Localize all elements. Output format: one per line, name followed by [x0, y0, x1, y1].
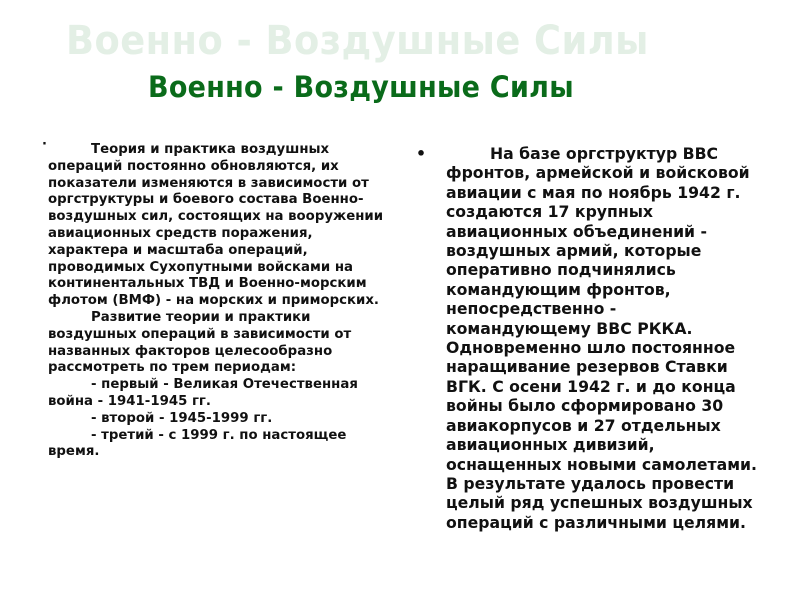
left-column: [42, 137, 388, 461]
period-1: - первый - Великая Отечественная война - 1941-1945 гг.: [48, 377, 358, 409]
left-paragraph-1: Теория и практика воздушных операций постоянно обновляются, их показатели изменяются в зависимости от оргструктуры и боевого состава Военно-воздушных сил, состоящих на вооружении авиационных средств поражения, характера и масштаба операций, проводимых Сухопутными войсками на континентальных ТВД и Военно-морским флотом (ВМФ) - на морских и приморских.: [48, 142, 384, 309]
title-shadow: Военно - Воздушные Силы: [66, 18, 649, 64]
right-bullet: •: [416, 144, 427, 163]
slide-title: Военно - Воздушные Силы: [148, 70, 574, 104]
right-paragraph: На базе оргструктур ВВС фронтов, армейской и войсковой авиации с мая по ноябрь 1942 г. создаются 17 крупных авиационных объединений - воздушных армий, которые оперативно подчинялись командующим фронтов, непосредственно - командующему ВВС РККА. Одновременно шло постоянное наращивание резервов Ставки ВГК. С осени 1942 г. и до конца войны было сформировано 30 авиакорпусов и 27 отдельных авиационных дивизий, оснащенных новыми самолетами. В результате удалось провести целый ряд успешных воздушных операций с различными целями.: [446, 144, 758, 532]
period-3: - третий - с 1999 г. по настоящее время.: [48, 427, 347, 460]
left-paragraph-2: Развитие теории и практики воздушных операций в зависимости от названных факторов целесообразно рассмотреть по трем периодам:: [48, 309, 352, 376]
period-2: - второй - 1945-1999 гг.: [91, 410, 273, 426]
left-bullet: ·: [42, 137, 47, 152]
right-column: [416, 144, 761, 532]
